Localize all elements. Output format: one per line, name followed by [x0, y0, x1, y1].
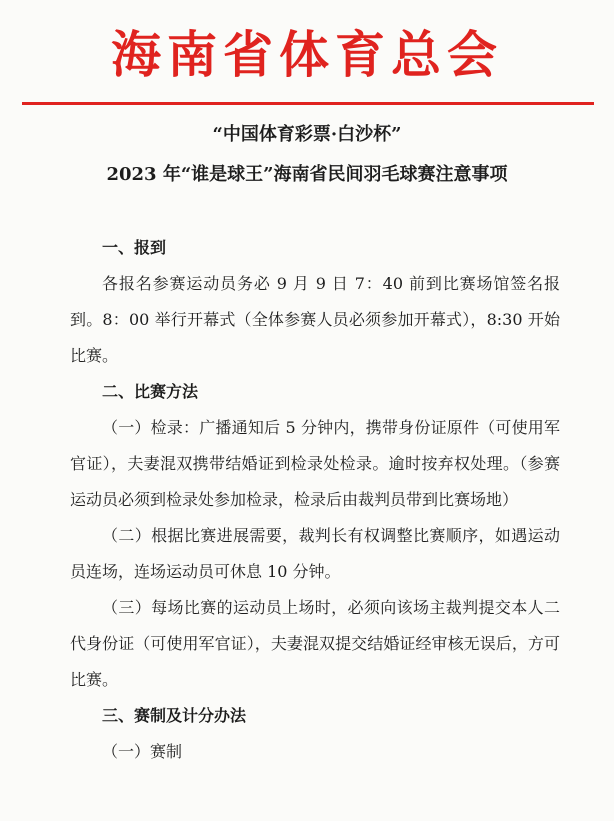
section-heading-registration: 一、报到	[102, 238, 167, 257]
subsection-format: （一）赛制	[102, 742, 183, 761]
document-body	[70, 230, 560, 770]
section-heading-format-scoring: 三、赛制及计分办法	[102, 706, 247, 725]
document-title-line2: 2023 年“谁是球王”海南省民间羽毛球赛注意事项	[106, 164, 508, 185]
method-paragraph-checkin: （一）检录：广播通知后 5 分钟内，携带身份证原件（可使用军官证），夫妻混双携带结婚证到检录处检录。逾时按弃权处理。（参赛运动员必须到检录处参加检录，检录后由裁判员带到比赛场地）	[70, 418, 560, 509]
header-divider	[22, 102, 594, 105]
document-title-line1: “中国体育彩票·白沙杯”	[212, 124, 402, 145]
method-paragraph-schedule: （二）根据比赛进展需要，裁判长有权调整比赛顺序，如遇运动员连场，连场运动员可休息 10 分钟。	[70, 526, 560, 581]
method-paragraph-id-check: （三）每场比赛的运动员上场时，必须向该场主裁判提交本人二代身份证（可使用军官证），夫妻混双提交结婚证经审核无误后，方可比赛。	[70, 598, 560, 689]
section-heading-competition-method: 二、比赛方法	[102, 382, 199, 401]
registration-paragraph: 各报名参赛运动员务必 9 月 9 日 7：40 前到比赛场馆签名报到。8：00 举行开幕式（全体参赛人员必须参加开幕式），8:30 开始比赛。	[70, 274, 560, 365]
org-header: 海南省体育总会	[111, 25, 503, 84]
